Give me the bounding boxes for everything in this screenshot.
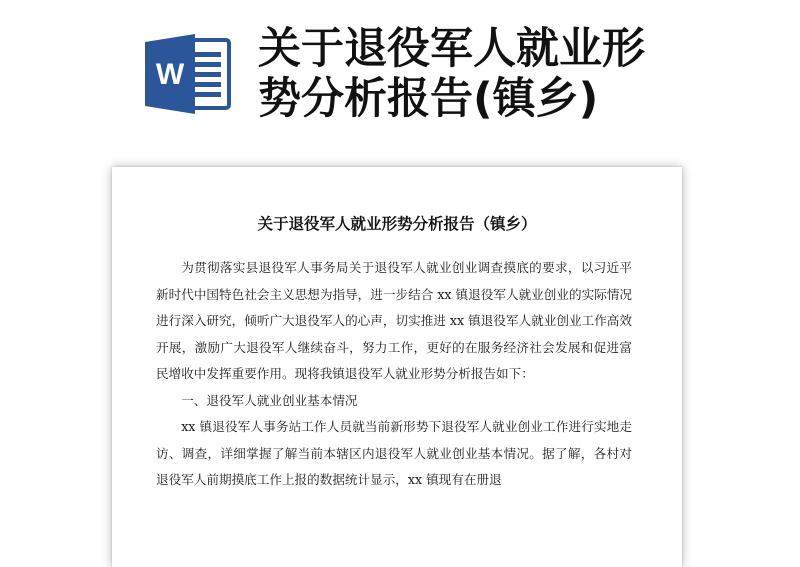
paragraph: xx 镇退役军人事务站工作人员就当前新形势下退役军人就业创业工作进行实地走访、调查，详细掌握了解当前本辖区内退役军人就业创业基本情况。据了解，各村对退役军人前期摸底工作上报的数据统计显示，xx 镇现有在册退 bbox=[156, 419, 632, 487]
document-title: 关于退役军人就业形势分析报告（镇乡） bbox=[257, 214, 537, 233]
word-icon-letter: W bbox=[155, 58, 185, 91]
header-banner bbox=[0, 0, 800, 160]
word-document-icon bbox=[143, 28, 233, 118]
page-title bbox=[258, 24, 778, 124]
document-body bbox=[156, 255, 632, 494]
page-title-line-1: 关于退役军人就业形 bbox=[258, 24, 645, 74]
document-page bbox=[112, 167, 682, 567]
page-title-line-2: 势分析报告(镇乡) bbox=[258, 74, 599, 124]
paragraph: 为贯彻落实县退役军人事务局关于退役军人就业创业调查摸底的要求，以习近平新时代中国特色社会主义思想为指导，进一步结合 xx 镇退役军人就业创业的实际情况进行深入研究，倾听广大退役军人的心声，切实推进 xx 镇退役军人就业创业工作高效开展，激励广大退役军人继续奋斗，努力工作，更好的在服务经济社会发展和促进富民增收中发挥重要作用。现将我镇退役军人就业形势分析报告如下： bbox=[156, 260, 632, 381]
section-heading: 一、退役军人就业创业基本情况 bbox=[181, 392, 358, 408]
